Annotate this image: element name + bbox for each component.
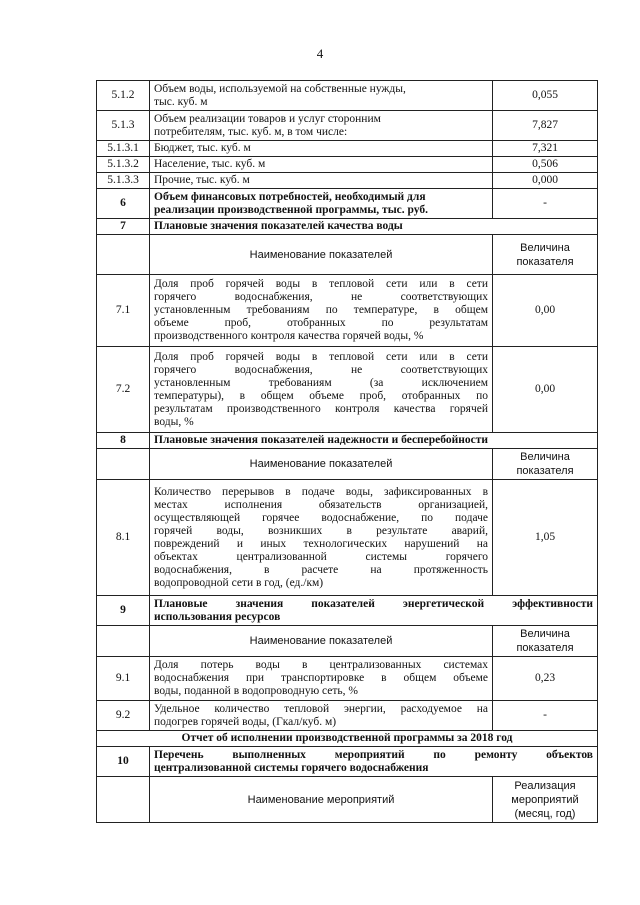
- section-row: [97, 747, 598, 777]
- section-title-line: использования ресурсов: [154, 610, 281, 623]
- row-description-line: Удельное количество тепловой энергии, расходуемое на: [154, 702, 488, 715]
- value-column-header: [493, 449, 598, 480]
- value-column-header: [493, 235, 598, 275]
- row-description-line: местах исполнения обязательств организацией,: [154, 498, 488, 511]
- name-column-header: Наименование показателей: [150, 626, 493, 657]
- row-description-line: подогрев горячей воды, (Гкал/куб. м): [154, 715, 337, 728]
- row-description: [150, 189, 493, 219]
- row-description-line: Объем реализации товаров и услуг сторонним: [154, 112, 381, 125]
- row-description-line: воды, поданной в водопроводную сеть, %: [154, 685, 358, 697]
- row-number: 9.1: [97, 657, 150, 701]
- section-row: [97, 596, 598, 626]
- row-value: 0,000: [493, 173, 598, 189]
- section-row: [97, 433, 598, 449]
- row-description-line: Количество перерывов в подаче воды, зафиксированных в: [154, 485, 488, 498]
- row-description: [150, 480, 493, 596]
- row-description: Население, тыс. куб. м: [150, 157, 493, 173]
- row-description-line: результатам производственного контроля качества горячей: [154, 402, 488, 415]
- section-number: 9: [97, 596, 150, 626]
- row-description-line: Объем финансовых потребностей, необходимый для: [154, 190, 426, 203]
- header-row: [97, 235, 598, 275]
- header-row: [97, 777, 598, 823]
- row-value: -: [493, 189, 598, 219]
- row-description-line: объеме проб, отобранных по результатам: [154, 317, 488, 329]
- report-title-row: [97, 731, 598, 747]
- row-description-line: установленным требованиям (за исключением: [154, 376, 488, 389]
- name-column-header: Наименование мероприятий: [150, 777, 493, 823]
- row-value: 1,05: [493, 480, 598, 596]
- row-description: [150, 81, 493, 111]
- table-row: [97, 81, 598, 111]
- row-description: [150, 111, 493, 141]
- header-blank-cell: [97, 449, 150, 480]
- table-row: [97, 347, 598, 433]
- row-description-line: реализации производственной программы, тыс. руб.: [154, 203, 428, 216]
- section-title-line: Плановые значения показателей энергетической эффективности: [154, 597, 593, 610]
- value-header-line: Реализация: [514, 779, 576, 792]
- row-value: 0,506: [493, 157, 598, 173]
- row-description-line: воды, %: [154, 415, 194, 428]
- header-row: [97, 626, 598, 657]
- row-description-line: повреждений и иных технологических нарушений на: [154, 537, 488, 550]
- header-blank-cell: [97, 626, 150, 657]
- table-row: [97, 173, 598, 189]
- value-column-header: [493, 777, 598, 823]
- value-header-line: Величина: [520, 451, 570, 463]
- table-row: [97, 657, 598, 701]
- row-description: [150, 701, 493, 731]
- value-header-line: (месяц, год): [514, 807, 576, 820]
- row-value: -: [493, 701, 598, 731]
- row-number: 9.2: [97, 701, 150, 731]
- value-header-line: показателя: [516, 255, 574, 268]
- section-title: Плановые значения показателей качества воды: [150, 219, 598, 235]
- row-number: 5.1.2: [97, 81, 150, 111]
- row-description: [150, 347, 493, 433]
- section-title-line: централизованной системы горячего водоснабжения: [154, 761, 429, 774]
- row-description-line: горячего водоснабжения, не соответствующих: [154, 363, 488, 376]
- section-title: [150, 747, 598, 777]
- row-description-line: водоснабжения, в расчете на протяженность: [154, 563, 488, 576]
- row-description: Бюджет, тыс. куб. м: [150, 141, 493, 157]
- row-number: 5.1.3: [97, 111, 150, 141]
- row-description-line: объектах централизованной системы горячего: [154, 550, 488, 563]
- table-row: [97, 141, 598, 157]
- row-number: 7.1: [97, 275, 150, 347]
- section-number: 10: [97, 747, 150, 777]
- row-description-line: установленным требованиям по температуре, в общем: [154, 304, 488, 316]
- row-description-line: водопроводной сети в год, (ед./км): [154, 576, 324, 589]
- value-header-line: Величина: [520, 628, 570, 640]
- table-row: [97, 111, 598, 141]
- row-number: 5.1.3.2: [97, 157, 150, 173]
- row-description-line: Доля проб горячей воды в тепловой сети или в сети: [154, 278, 488, 290]
- table-row: [97, 701, 598, 731]
- value-header-line: показателя: [516, 642, 574, 654]
- row-description-line: потребителям, тыс. куб. м, в том числе:: [154, 125, 348, 138]
- row-number: 6: [97, 189, 150, 219]
- section-number: 7: [97, 219, 150, 235]
- header-blank-cell: [97, 235, 150, 275]
- table-row: [97, 189, 598, 219]
- row-value: 7,321: [493, 141, 598, 157]
- name-column-header: Наименование показателей: [150, 449, 493, 480]
- row-description-line: производственного контроля качества горячей воды, %: [154, 330, 424, 342]
- row-number: 8.1: [97, 480, 150, 596]
- row-description: [150, 657, 493, 701]
- row-description-line: тыс. куб. м: [154, 95, 208, 108]
- section-row: [97, 219, 598, 235]
- report-title: Отчет об исполнении производственной программы за 2018 год: [97, 731, 598, 747]
- row-description-line: горячего водоснабжения, не соответствующих: [154, 291, 488, 303]
- indicators-table: [96, 80, 598, 823]
- row-description-line: горячей воды, возникших в результате аварий,: [154, 524, 488, 537]
- table-row: [97, 275, 598, 347]
- section-title: [150, 596, 598, 626]
- row-value: 0,00: [493, 275, 598, 347]
- value-header-line: показателя: [516, 465, 574, 477]
- section-title-line: Перечень выполненных мероприятий по ремонту объектов: [154, 748, 593, 761]
- name-column-header: Наименование показателей: [150, 235, 493, 275]
- value-header-line: Величина: [520, 241, 570, 254]
- row-description-line: осуществляющей горячее водоснабжение, по подаче: [154, 511, 488, 524]
- table-row: [97, 157, 598, 173]
- row-number: 5.1.3.3: [97, 173, 150, 189]
- value-header-line: мероприятий: [511, 793, 579, 806]
- row-value: 7,827: [493, 111, 598, 141]
- value-column-header: [493, 626, 598, 657]
- row-description: Прочие, тыс. куб. м: [150, 173, 493, 189]
- section-title: Плановые значения показателей надежности и бесперебойности: [150, 433, 598, 449]
- table-row: [97, 480, 598, 596]
- page-number: 4: [316, 46, 324, 61]
- row-value: 0,23: [493, 657, 598, 701]
- row-description-line: Доля проб горячей воды в тепловой сети или в сети: [154, 350, 488, 363]
- row-description-line: температуры), в общем объеме проб, отобранных по: [154, 389, 488, 402]
- row-description-line: Объем воды, используемой на собственные нужды,: [154, 82, 406, 95]
- row-description-line: Доля потерь воды в централизованных системах: [154, 659, 488, 671]
- section-number: 8: [97, 433, 150, 449]
- row-number: 5.1.3.1: [97, 141, 150, 157]
- row-description: [150, 275, 493, 347]
- row-number: 7.2: [97, 347, 150, 433]
- header-blank-cell: [97, 777, 150, 823]
- row-value: 0,00: [493, 347, 598, 433]
- header-row: [97, 449, 598, 480]
- row-value: 0,055: [493, 81, 598, 111]
- row-description-line: водоснабжения при транспортировке в общем объеме: [154, 672, 488, 684]
